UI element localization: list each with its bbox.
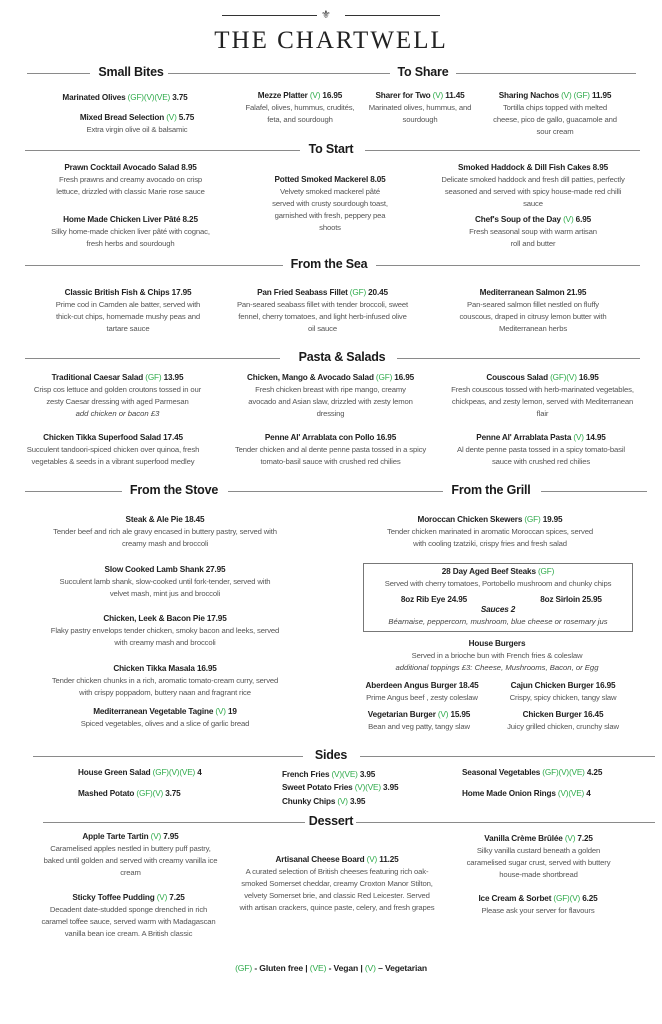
menu-item — [270, 174, 390, 234]
item-name: Penne Al' Arrablata con Pollo — [264, 433, 375, 442]
menu-item — [30, 372, 205, 420]
item-name: Smoked Haddock & Dill Fish Cakes — [457, 163, 591, 172]
menu-item — [458, 287, 608, 335]
item-price: 16.45 — [581, 710, 604, 719]
item-name: Sharer for Two — [375, 91, 433, 100]
section-heading-from-the-sea: From the Sea — [290, 257, 368, 271]
item-description: Velvety smoked mackerel pâté served with crusty sourdough toast, garnished with fresh, peppery pea shoots — [272, 187, 388, 232]
item-title — [282, 796, 365, 808]
item-description: Silky home-made chicken liver pâté with cognac, fresh herbs and sourdough — [51, 227, 210, 248]
item-name: Seasonal Vegetables — [462, 768, 543, 777]
dietary-legend — [0, 962, 662, 974]
item-title — [354, 709, 484, 721]
item-name: Moroccan Chicken Skewers — [417, 515, 525, 524]
item-price: 14.95 — [583, 433, 606, 442]
menu-item — [48, 162, 213, 198]
item-title — [36, 892, 221, 904]
item-description: Tender chicken chunks in a rich, aromatic tomato-cream curry, served with crispy poppadom, buttery naan and fragrant rice — [51, 676, 279, 697]
item-price: 20.45 — [366, 288, 388, 297]
item-price: 8.95 — [179, 163, 197, 172]
dietary-tags: (GF) — [537, 567, 555, 576]
item-price: 6.25 — [580, 894, 598, 903]
dietary-tags: (V) — [309, 91, 321, 100]
menu-item — [238, 854, 436, 914]
item-title — [48, 214, 213, 226]
item-name: Prawn Cocktail Avocado Salad — [64, 163, 180, 172]
dietary-tags: (V)(VE) — [557, 789, 585, 798]
item-description: Succulent tandoori-spiced chicken over quinoa, fresh vegetables & seeds in a vibrant superfood medley — [26, 445, 200, 466]
item-name: House Burgers — [468, 639, 526, 648]
menu-item — [440, 162, 626, 210]
legend-tag: (VE) — [309, 963, 327, 973]
item-title — [240, 90, 360, 102]
dietary-tags: (V) — [337, 797, 348, 806]
item-description: Tender chicken marinated in aromatic Moroccan spices, served with cooling tzatziki, crispy fries and fresh salad — [387, 527, 593, 548]
header-rule-left — [222, 15, 317, 16]
item-title — [50, 92, 200, 104]
menu-item — [468, 214, 598, 250]
item-price: 16.95 — [196, 664, 217, 673]
item-title — [270, 174, 390, 186]
item-price: 5.75 — [176, 113, 195, 122]
cut-price: 24.95 — [445, 595, 468, 604]
item-title — [440, 162, 626, 174]
dietary-tags: (GF)(V) — [550, 373, 577, 382]
dietary-tags: (GF)(V)(VE) — [542, 768, 585, 777]
item-title — [50, 514, 280, 526]
item-price: 21.95 — [564, 288, 587, 297]
item-name: Marinated Olives — [62, 93, 128, 102]
menu-item — [50, 613, 280, 649]
divider — [25, 265, 283, 266]
dietary-tags: (GF) — [375, 373, 393, 382]
item-price: 8.25 — [180, 215, 198, 224]
item-name: Steak & Ale Pie — [125, 515, 183, 524]
item-name: Penne Al' Arrablata Pasta — [476, 433, 574, 442]
divider — [43, 822, 305, 823]
dietary-tags: (GF)(V)(VE) — [152, 768, 196, 777]
divider — [376, 265, 640, 266]
item-description: Tender beef and rich ale gravy encased in buttery pastry, served with creamy mash and broccoli — [53, 527, 277, 548]
item-title — [468, 214, 598, 226]
side-item — [78, 788, 181, 800]
steaks-box — [363, 563, 633, 632]
item-name: Home Made Chicken Liver Pâté — [63, 215, 181, 224]
item-description: Marinated olives, hummus, and sourdough — [368, 103, 472, 124]
side-item — [282, 769, 375, 781]
dietary-tags: (V) — [437, 710, 449, 719]
menu-item — [354, 709, 484, 733]
divider — [25, 358, 280, 359]
item-description: Falafel, olives, hummus, crudités, feta, and sourdough — [245, 103, 355, 124]
item-title — [48, 162, 213, 174]
item-name: Vanilla Crème Brûlée — [484, 834, 565, 843]
section-heading-from-the-grill: From the Grill — [451, 483, 531, 497]
menu-item — [48, 214, 213, 250]
menu-item — [240, 90, 360, 126]
menu-item — [53, 287, 203, 335]
item-price: 11.95 — [589, 91, 612, 100]
divider — [456, 73, 636, 74]
item-description: Crispy, spicy chicken, tangy slaw — [509, 693, 617, 702]
menu-item — [45, 663, 285, 699]
item-title — [466, 833, 611, 845]
item-name: Vegetarian Burger — [367, 710, 438, 719]
section-heading-dessert: Dessert — [308, 814, 354, 828]
restaurant-title: THE CHARTWELL — [214, 27, 448, 54]
cut-price: 25.95 — [579, 595, 602, 604]
item-name: 28 Day Aged Beef Steaks — [441, 567, 538, 576]
dietary-tags: (GF) — [524, 515, 541, 524]
item-name: Cajun Chicken Burger — [510, 681, 594, 690]
item-name: Pan Fried Seabass Fillet — [257, 288, 350, 297]
menu-item — [62, 112, 212, 136]
item-name: Potted Smoked Mackerel — [274, 175, 369, 184]
item-title — [243, 372, 418, 384]
item-title — [62, 112, 212, 124]
item-name: Traditional Caesar Salad — [51, 373, 146, 382]
menu-item — [450, 372, 635, 420]
side-item — [282, 782, 398, 794]
item-name: House Green Salad — [78, 768, 153, 777]
menu-item — [50, 514, 280, 550]
side-item — [462, 767, 602, 779]
item-description: Fresh prawns and creamy avocado on crisp lettuce, drizzled with classic Marie rose sauce — [56, 175, 205, 196]
item-price: 16.95 — [593, 681, 616, 690]
item-description: Delicate smoked haddock and fresh dill patties, perfectly seasoned and served with spicy house-made red chilli sauce — [441, 175, 625, 208]
legend-tag: (GF) — [235, 963, 253, 973]
item-description: Fresh chicken breast with ripe mango, creamy avocado and Asian slaw, drizzled with zesty lemon dressing — [248, 385, 413, 418]
item-description: Al dente penne pasta tossed in a spicy tomato-basil sauce with crushed red chilies — [457, 445, 625, 466]
item-price: 3.95 — [380, 783, 399, 792]
item-price: 4.25 — [584, 768, 603, 777]
menu-item — [451, 432, 631, 468]
menu-item — [493, 680, 633, 704]
cut-name: 8oz Sirloin — [540, 595, 580, 604]
divider — [25, 150, 300, 151]
dietary-tags: (GF)(V)(VE) — [127, 93, 171, 102]
dietary-tags: (GF)(V) — [136, 789, 164, 798]
item-price: 17.95 — [169, 288, 192, 297]
item-name: Mediterranean Salmon — [479, 288, 565, 297]
item-description: Juicy grilled chicken, crunchy slaw — [507, 722, 619, 731]
menu-item — [50, 564, 280, 600]
menu-item — [13, 432, 213, 468]
item-description: Flaky pastry envelops tender chicken, smoky bacon and leeks, served with creamy mash and broccoli — [50, 626, 280, 647]
section-heading-pasta-salads: Pasta & Salads — [298, 350, 386, 364]
divider — [365, 150, 640, 151]
item-price: 16.95 — [576, 373, 599, 382]
dietary-tags: (V) — [150, 832, 162, 841]
item-price: 27.95 — [203, 565, 226, 574]
menu-item — [36, 892, 221, 940]
item-name: Mashed Potato — [78, 789, 137, 798]
item-name: Mezze Platter — [257, 91, 310, 100]
item-name: Classic British Fish & Chips — [64, 288, 170, 297]
item-title — [233, 432, 428, 444]
menu-item — [43, 831, 218, 879]
item-price: 19.95 — [540, 515, 563, 524]
item-title — [30, 372, 205, 384]
item-description: Pan-seared seabass fillet with tender broccoli, sweet fennel, cherry tomatoes, and light herb-infused olive oil sauce — [236, 300, 409, 333]
dietary-tags: (V) — [156, 893, 168, 902]
item-title — [50, 564, 280, 576]
item-title — [50, 613, 280, 625]
item-price: 11.25 — [377, 855, 399, 864]
header-rule-right — [345, 15, 440, 16]
item-price: 7.25 — [575, 834, 593, 843]
legend-label: - Vegan | — [326, 963, 365, 973]
side-item — [462, 788, 591, 800]
item-price: 19 — [225, 707, 237, 716]
item-title — [13, 432, 213, 444]
legend-label: - Gluten free | — [252, 963, 310, 973]
item-title — [43, 831, 218, 843]
item-price: 11.45 — [443, 91, 465, 100]
item-title — [78, 788, 181, 800]
item-description: A curated selection of British cheeses featuring rich oak-smoked Somerset cheddar, creamy Croxton Manor Stilton, velvety Somerset brie, and classic Red Leicester. Served with artisan crackers, quince paste, celery, and fresh grapes — [239, 867, 435, 912]
item-price: 18.45 — [182, 515, 205, 524]
section-heading-from-the-stove: From the Stove — [129, 483, 219, 497]
section-heading-sides: Sides — [314, 748, 348, 762]
menu-item — [50, 706, 280, 730]
item-description: Succulent lamb shank, slow-cooked until fork-tender, served with velvet mash, mint jus and broccoli — [59, 577, 271, 598]
item-name: Chicken, Leek & Bacon Pie — [103, 614, 205, 623]
item-name: Aberdeen Angus Burger — [365, 681, 457, 690]
item-title — [354, 680, 490, 692]
divider — [360, 756, 655, 757]
item-note: additional toppings £3: Cheese, Mushrooms, Bacon, or Egg — [395, 663, 599, 672]
dietary-tags: (V) — [564, 834, 576, 843]
item-title — [462, 788, 591, 800]
item-price: 4 — [195, 768, 202, 777]
item-title — [235, 287, 410, 299]
item-price: 7.95 — [161, 832, 179, 841]
item-title — [365, 90, 475, 102]
side-item — [282, 796, 365, 808]
legend-tag: (V) — [364, 963, 376, 973]
item-title — [493, 680, 633, 692]
item-title — [451, 432, 631, 444]
item-description: Silky vanilla custard beneath a golden caramelised sugar crust, served with buttery house-made shortbread — [466, 846, 611, 879]
item-price: 6.95 — [573, 215, 592, 224]
item-price: 15.95 — [448, 710, 471, 719]
menu-item — [235, 287, 410, 335]
item-price: 3.75 — [163, 789, 181, 798]
item-note: add chicken or bacon £3 — [75, 409, 160, 418]
item-description: Decadent date-studded sponge drenched in rich caramel toffee sauce, served warm with Madagascan vanilla bean ice cream. A British classic — [41, 905, 216, 938]
dietary-tags: (V) (GF) — [561, 91, 590, 100]
menu-item — [490, 90, 620, 138]
item-name: Chunky Chips — [282, 797, 338, 806]
item-name: Sweet Potato Fries — [282, 783, 355, 792]
section-heading-to-start: To Start — [308, 142, 354, 156]
item-name: Artisanal Cheese Board — [275, 855, 367, 864]
dietary-tags: (V) — [563, 215, 574, 224]
item-title — [380, 514, 600, 526]
dietary-tags: (V)(VE) — [354, 783, 381, 792]
item-price: 7.25 — [167, 893, 185, 902]
item-description: Crisp cos lettuce and golden croutons tossed in our zesty Caesar dressing with aged Parmesan — [33, 385, 202, 406]
divider — [228, 491, 443, 492]
item-price: 8.05 — [368, 175, 386, 184]
item-title — [50, 706, 280, 718]
item-description: Caramelised apples nestled in buttery puff pastry, baked until golden and served with creamy vanilla ice cream — [43, 844, 218, 877]
item-price: 16.95 — [320, 91, 343, 100]
item-title — [53, 287, 203, 299]
item-name: Chicken Tikka Masala — [113, 664, 197, 673]
item-price: 13.95 — [161, 373, 184, 382]
item-name: Chef's Soup of the Day — [474, 215, 564, 224]
dietary-tags: (V) — [432, 91, 444, 100]
menu-item — [493, 709, 633, 733]
item-description: Served with cherry tomatoes, Portobello mushroom and chunky chips — [384, 579, 612, 588]
item-price: 4 — [584, 789, 591, 798]
crown-flourish-icon: ⚜ — [321, 9, 331, 21]
menu-item — [233, 432, 428, 468]
item-name: Sharing Nachos — [498, 91, 562, 100]
item-description: Fresh seasonal soup with warm artisan roll and butter — [469, 227, 597, 248]
item-name: Mixed Bread Selection — [79, 113, 167, 122]
menu-item — [466, 833, 611, 881]
item-name: Chicken Burger — [522, 710, 582, 719]
dietary-tags: (V) — [166, 113, 177, 122]
item-title — [78, 767, 202, 779]
dietary-tags: (GF)(V) — [553, 894, 581, 903]
divider — [541, 491, 647, 492]
item-name: Ice Cream & Sorbet — [478, 894, 554, 903]
menu-item — [380, 514, 600, 550]
item-name: Slow Cooked Lamb Shank — [104, 565, 204, 574]
item-description: Prime cod in Camden ale batter, served with thick-cut chips, homemade mushy peas and tartare sauce — [55, 300, 201, 333]
sauces-label: Sauces 2 — [480, 605, 516, 614]
item-description: Fresh couscous tossed with herb-marinated vegetables, chickpeas, and zesty lemon, served with Mediterranean flair — [451, 385, 634, 418]
section-heading-small-bites: Small Bites — [98, 65, 164, 79]
item-title — [364, 566, 632, 578]
cut-name: 8oz Rib Eye — [400, 595, 446, 604]
item-description: Bean and veg patty, tangy slaw — [368, 722, 470, 731]
item-title — [282, 782, 398, 794]
item-price: 17.95 — [204, 614, 227, 623]
legend-label: – Vegetarian — [375, 963, 427, 973]
dietary-tags: (V) — [366, 855, 378, 864]
item-title — [450, 372, 635, 384]
divider — [168, 73, 390, 74]
item-name: Apple Tarte Tartin — [82, 832, 151, 841]
item-name: Mediterranean Vegetable Tagine — [93, 707, 216, 716]
divider — [33, 756, 303, 757]
divider — [356, 822, 655, 823]
item-description: Tender chicken and al dente penne pasta tossed in a spicy tomato-basil sauce with crushed red chilies — [234, 445, 427, 466]
steaks-header — [364, 566, 632, 590]
item-description: Spiced vegetables, olives and a slice of garlic bread — [80, 719, 250, 728]
side-item — [78, 767, 202, 779]
item-description: Prime Angus beef , zesty coleslaw — [366, 693, 478, 702]
divider — [397, 358, 640, 359]
dietary-tags: (GF) — [349, 288, 367, 297]
item-description: Pan-seared salmon fillet nestled on fluffy couscous, draped in citrusy lemon butter with Mediterranean herbs — [459, 300, 607, 333]
menu-item — [365, 90, 475, 126]
menu-item — [463, 893, 613, 917]
item-price: 3.75 — [170, 93, 188, 102]
item-name: Home Made Onion Rings — [462, 789, 558, 798]
item-name: Chicken Tikka Superfood Salad — [43, 433, 162, 442]
divider — [25, 491, 122, 492]
item-name: Sticky Toffee Pudding — [72, 893, 157, 902]
dietary-tags: (V) — [573, 433, 584, 442]
item-price: 16.95 — [392, 373, 415, 382]
item-title — [458, 287, 608, 299]
divider — [27, 73, 90, 74]
item-price: 3.95 — [347, 797, 366, 806]
item-description: Tortilla chips topped with melted cheese, pico de gallo, guacamole and sour cream — [493, 103, 617, 136]
dietary-tags: (V)(VE) — [331, 770, 358, 779]
item-description: Please ask your server for flavours — [481, 906, 595, 915]
item-title — [462, 767, 602, 779]
item-title — [493, 709, 633, 721]
item-price: 16.95 — [374, 433, 397, 442]
item-price: 17.45 — [161, 433, 183, 442]
item-title — [490, 90, 620, 102]
item-name: Chicken, Mango & Avocado Salad — [246, 373, 376, 382]
item-description: Extra virgin olive oil & balsamic — [86, 125, 188, 134]
item-title — [45, 663, 285, 675]
item-title — [463, 893, 613, 905]
sauces-list: Béarnaise, peppercorn, mushroom, blue cheese or rosemary jus — [388, 617, 608, 626]
item-name: Couscous Salad — [486, 373, 551, 382]
item-price: 18.45 — [456, 681, 479, 690]
menu-item — [50, 92, 200, 104]
dietary-tags: (GF) — [145, 373, 162, 382]
item-price: 8.95 — [590, 163, 609, 172]
item-title — [282, 769, 375, 781]
item-price: 3.95 — [357, 770, 376, 779]
burgers-header — [377, 638, 617, 674]
section-heading-to-share: To Share — [397, 65, 449, 79]
dietary-tags: (V) — [215, 707, 226, 716]
item-description: Served in a brioche bun with French fries & coleslaw — [411, 651, 583, 660]
menu-item — [354, 680, 490, 704]
menu-item — [243, 372, 418, 420]
item-title — [238, 854, 436, 866]
item-name: French Fries — [282, 770, 332, 779]
